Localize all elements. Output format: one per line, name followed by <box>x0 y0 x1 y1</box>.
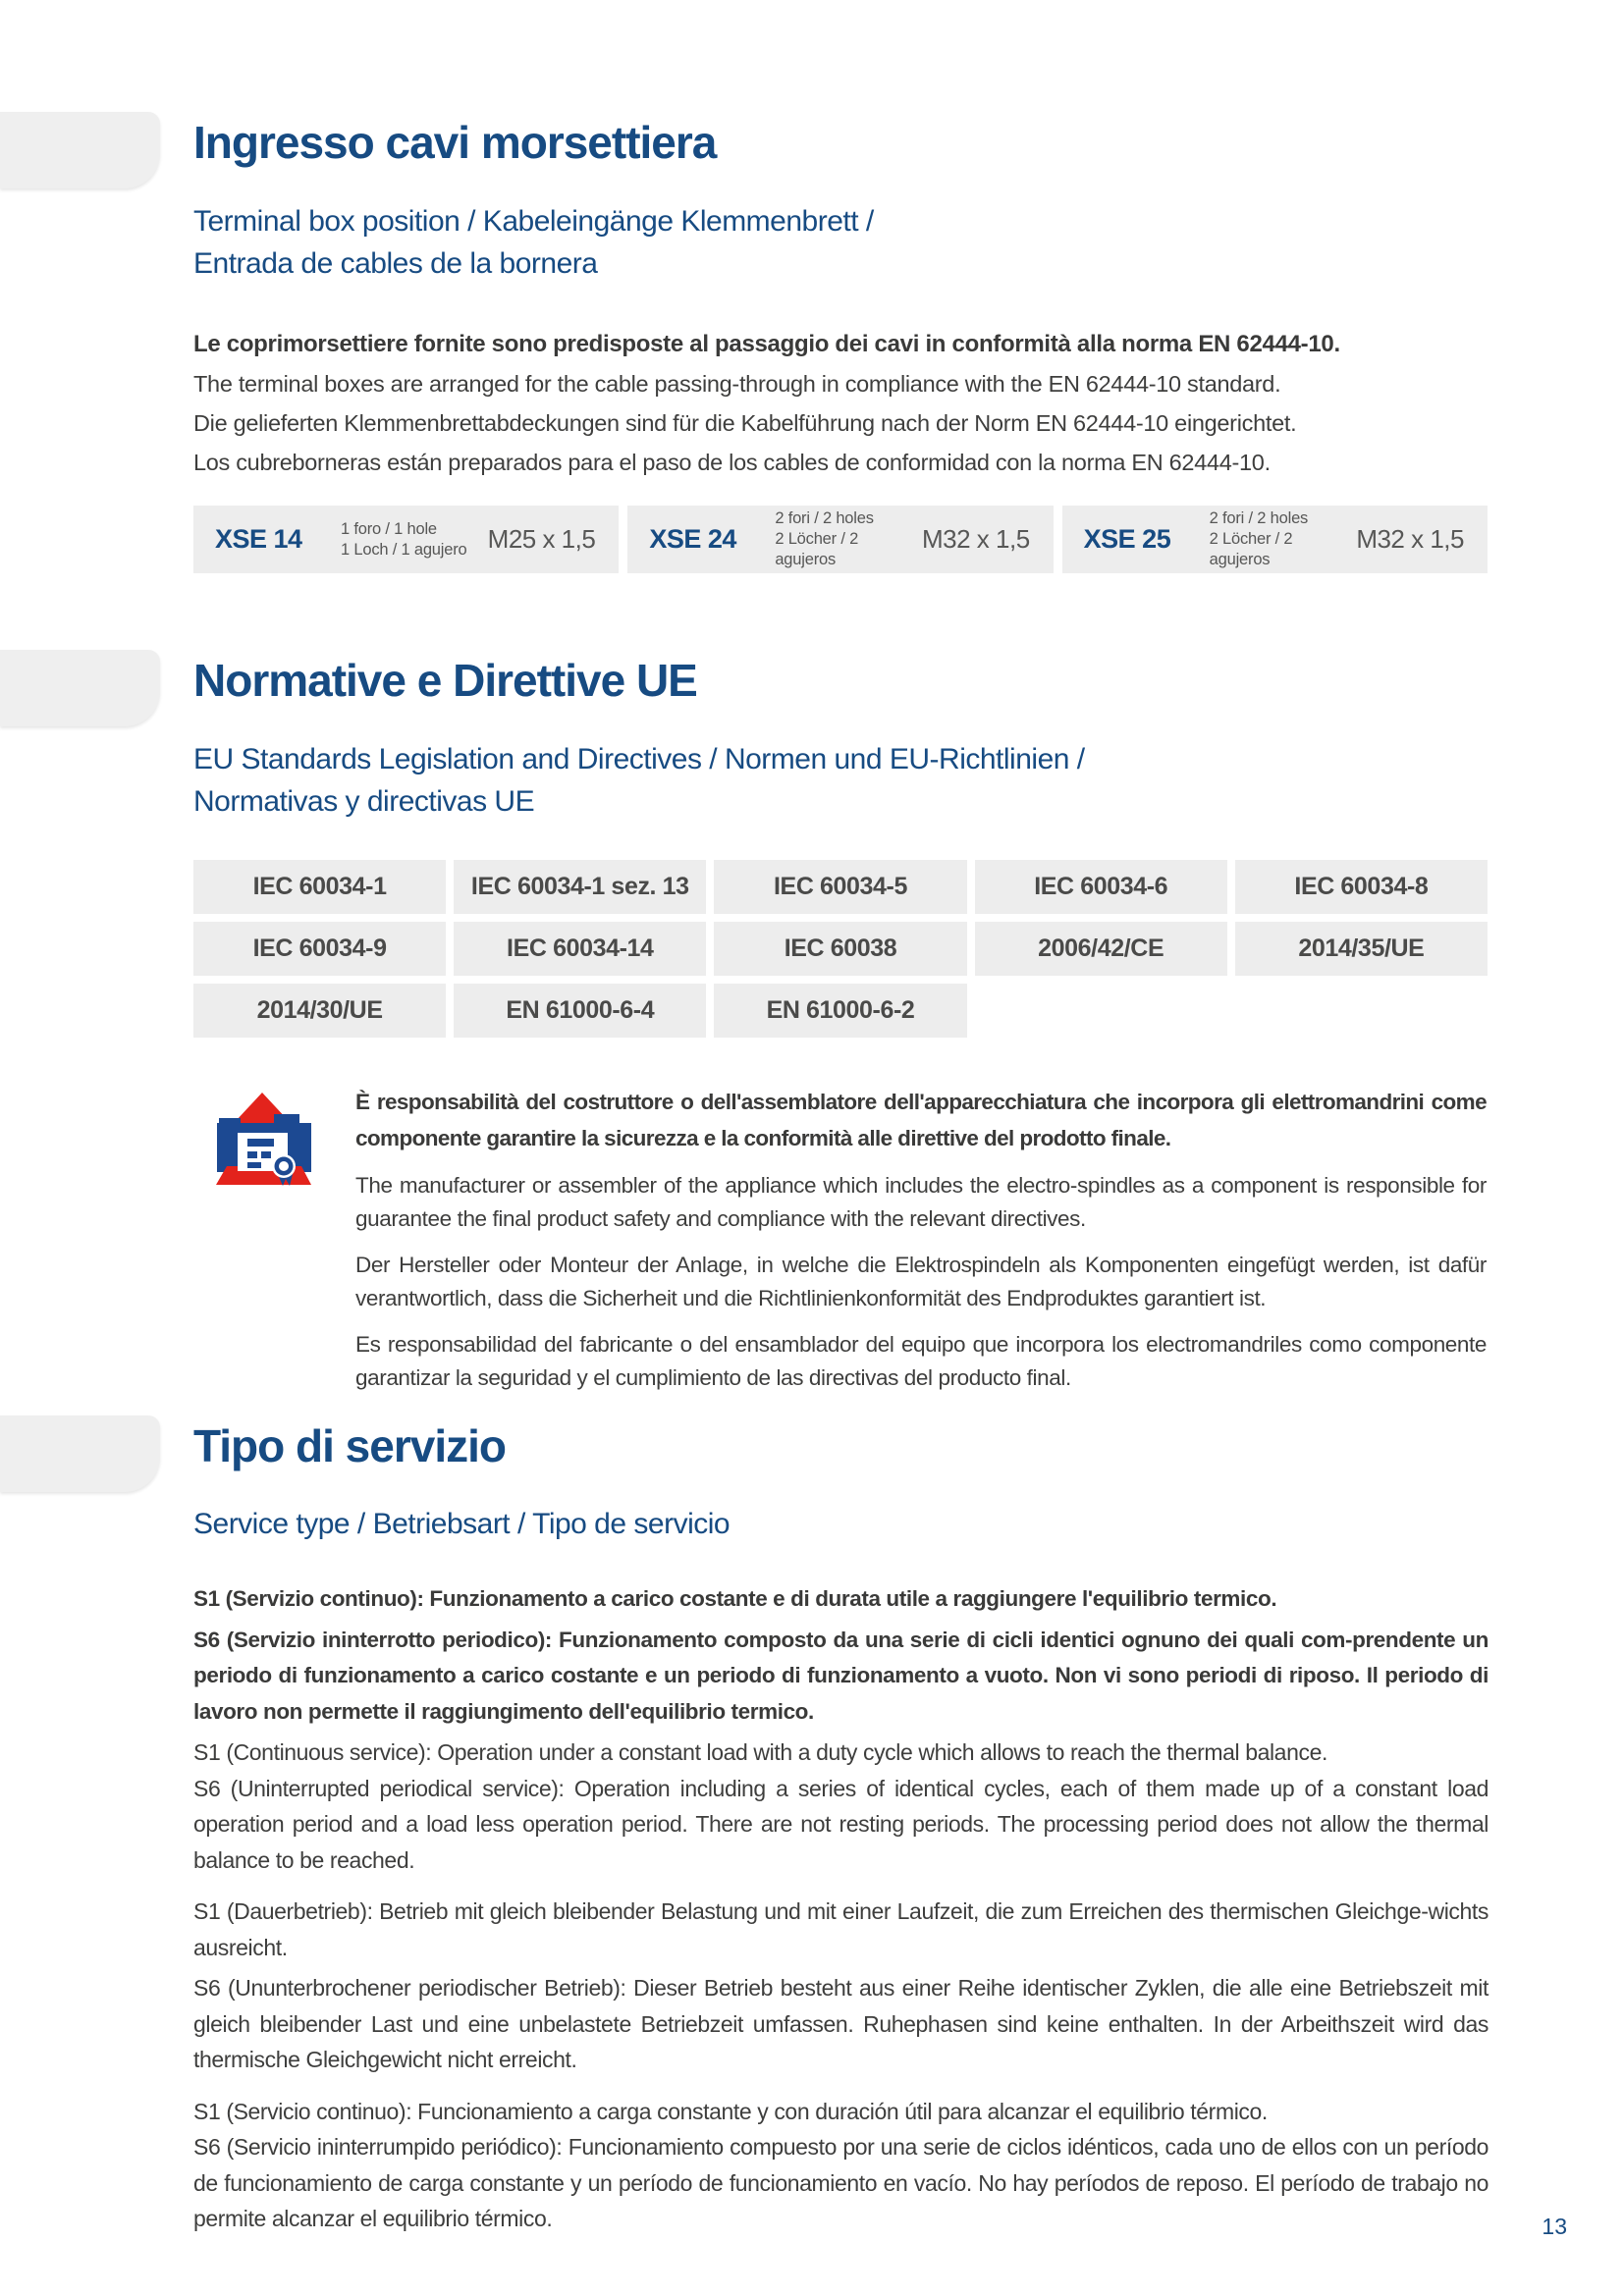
section1-subtitle <box>193 200 874 285</box>
section3-title: Tipo di servizio <box>193 1420 506 1471</box>
intro-es: Los cubreborneras están preparados para el paso de los cables de conformidad con la norma EN 62444-10. <box>193 450 1271 475</box>
intro-de: Die gelieferten Klemmenbrettabdeckungen sind für die Kabelführung nach der Norm EN 62444-10 eingerichtet. <box>193 410 1297 436</box>
service-s6-it: S6 (Servizio ininterrotto periodico): Funzionamento composto da una serie di cicli identici ognuno dei quali com-prendente un periodo di funzionamento a carico costante e un periodo di funzionamento a vuoto. Non vi sono periodi di riposo. Il periodo di lavoro non permette il raggiungimento dell'equilibrio termico. <box>193 1627 1489 1724</box>
standard-cell: 2014/35/UE <box>1235 922 1488 976</box>
section2-title: Normative e Direttive UE <box>193 655 697 706</box>
note-it: È responsabilità del costruttore o dell'assemblatore dell'apparecchiatura che incorpora gli elettromandrini come componente garantire la sicurezza e la conformità alle direttive del prodotto finale. <box>355 1090 1487 1150</box>
table-row <box>1062 506 1488 573</box>
standard-cell: IEC 60034-1 <box>193 860 446 914</box>
section-tab-marker-3 <box>0 1415 160 1492</box>
standard-cell: EN 61000-6-2 <box>714 984 966 1038</box>
section2-subtitle-line1: EU Standards Legislation and Directives / Normen und EU-Richtlinien / <box>193 743 1085 775</box>
note-en: The manufacturer or assembler of the appliance which includes the electro-spindles as a component is responsible for guarantee the final product safety and compliance with the relevant directives. <box>355 1173 1487 1231</box>
note-de: Der Hersteller oder Monteur der Anlage, in welche die Elektrospindeln als Komponenten eingefügt werden, ist dafür verantwortlich, dass die Sicherheit und die Richtlinienkonformität des Endproduktes garantiert ist. <box>355 1253 1487 1310</box>
standard-cell: IEC 60034-1 sez. 13 <box>454 860 706 914</box>
section2-subtitle <box>193 738 1085 823</box>
cable-entry-table <box>193 506 1488 573</box>
service-s1-de: S1 (Dauerbetrieb): Betrieb mit gleich bleibender Belastung und mit einer Laufzeit, die zum Erreichen des thermischen Gleichge-wichts ausreicht. <box>193 1898 1489 1960</box>
service-s1-it: S1 (Servizio continuo): Funzionamento a carico costante e di durata utile a raggiungere l'equilibrio termico. <box>193 1586 1277 1611</box>
intro-it: Le coprimorsettiere fornite sono predisposte al passaggio dei cavi in conformità alla norma EN 62444-10. <box>193 331 1340 357</box>
table-row <box>627 506 1053 573</box>
standard-cell: IEC 60034-6 <box>975 860 1227 914</box>
thread-size: M32 x 1,5 <box>921 524 1030 554</box>
holes-label <box>775 508 922 570</box>
responsibility-note <box>355 1084 1487 1408</box>
certificate-conformity-icon <box>210 1090 320 1188</box>
standard-cell: IEC 60034-14 <box>454 922 706 976</box>
standard-cell: 2006/42/CE <box>975 922 1227 976</box>
service-s1-es: S1 (Servicio continuo): Funcionamiento a carga constante y con duración útil para alcanzar el equilibrio térmico. <box>193 2098 1268 2124</box>
model-label: XSE 25 <box>1083 524 1171 554</box>
standards-grid <box>193 860 1488 1038</box>
holes-line1: 1 foro / 1 hole <box>341 519 437 538</box>
table-row <box>193 506 619 573</box>
section1-intro <box>193 325 1489 482</box>
standard-cell: 2014/30/UE <box>193 984 446 1038</box>
holes-line2: 2 Löcher / 2 agujeros <box>1209 530 1293 568</box>
thread-size: M32 x 1,5 <box>1356 524 1464 554</box>
model-label: XSE 14 <box>215 524 302 554</box>
service-type-text <box>193 1581 1489 2237</box>
holes-label <box>1210 508 1357 570</box>
service-s6-de: S6 (Ununterbrochener periodischer Betrieb): Dieser Betrieb besteht aus einer Reihe identischer Zyklen, die alle eine Betriebszeit mit gleich bleibender Last und eine unbelastete Betriebzeit umfassen. Ruhephasen sind keine enthalten. In der Arbeithszeit wird das thermische Gleichgewicht nicht erreicht. <box>193 1975 1489 2072</box>
standard-cell: IEC 60034-9 <box>193 922 446 976</box>
standard-cell: IEC 60038 <box>714 922 966 976</box>
model-label: XSE 24 <box>649 524 736 554</box>
section1-title: Ingresso cavi morsettiera <box>193 117 717 168</box>
section3-subtitle: Service type / Betriebsart / Tipo de servicio <box>193 1508 731 1540</box>
holes-line2: 2 Löcher / 2 agujeros <box>775 530 859 568</box>
thread-size: M25 x 1,5 <box>487 524 596 554</box>
standard-cell: IEC 60034-8 <box>1235 860 1488 914</box>
section-tab-marker-2 <box>0 650 160 726</box>
note-es: Es responsabilidad del fabricante o del ensamblador del equipo que incorpora los electromandriles como componente garantizar la seguridad y el cumplimiento de las directivas del producto final. <box>355 1332 1487 1390</box>
intro-en: The terminal boxes are arranged for the cable passing-through in compliance with the EN 62444-10 standard. <box>193 371 1281 397</box>
standard-cell: EN 61000-6-4 <box>454 984 706 1038</box>
holes-line2: 1 Loch / 1 agujero <box>341 540 467 559</box>
holes-line1: 2 fori / 2 holes <box>1209 509 1309 527</box>
section2-subtitle-line2: Normativas y directivas UE <box>193 785 535 818</box>
section1-subtitle-line2: Entrada de cables de la bornera <box>193 247 598 280</box>
section1-subtitle-line1: Terminal box position / Kabeleingänge Klemmenbrett / <box>193 205 874 238</box>
service-s6-es: S6 (Servicio ininterrumpido periódico): Funcionamiento compuesto por una serie de ciclos idénticos, cada uno de ellos con un período de funcionamiento de carga constante y un período de funcionamiento en vacío. No hay períodos de reposo. El período de trabajo no permite alcanzar el equilibrio térmico. <box>193 2134 1489 2231</box>
holes-label <box>341 519 488 561</box>
holes-line1: 2 fori / 2 holes <box>775 509 874 527</box>
section-tab-marker-1 <box>0 112 160 188</box>
page-number: 13 <box>1542 2214 1567 2239</box>
service-s1-en: S1 (Continuous service): Operation under a constant load with a duty cycle which allows to reach the thermal balance. <box>193 1739 1327 1765</box>
service-s6-en: S6 (Uninterrupted periodical service): Operation including a series of identical cycles, each of them made up of a constant load operation period and a load less operation period. There are not resting periods. The processing period does not allow the thermal balance to be reached. <box>193 1775 1489 1873</box>
standard-cell: IEC 60034-5 <box>714 860 966 914</box>
